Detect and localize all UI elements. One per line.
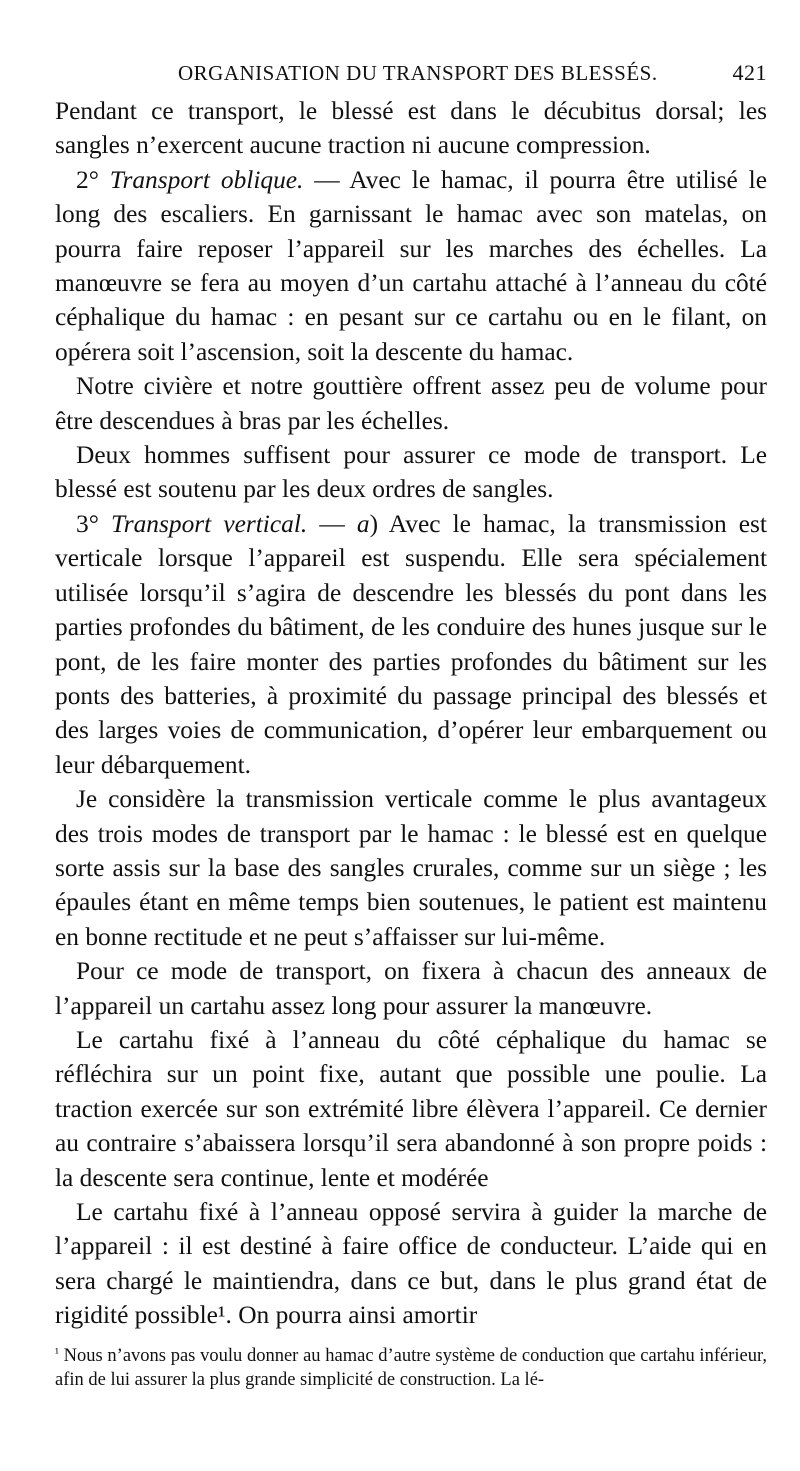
text-run: — Avec le hamac, il pourra être utilisé le long des escaliers. En garnissant le hamac avec son matelas, on pourra faire reposer l’appareil sur les marches des échelles. La manœuvre se fera au moyen d’un cartahu attaché à l’anneau du côté céphalique du hamac : en pesant sur ce cartahu ou en le filant, on opérera soit l’ascension, soit la descente du hamac.: [55, 165, 767, 366]
text-run: Notre civière et notre gouttière offrent assez peu de volume pour être descendues à bras par les échelles.: [55, 372, 767, 435]
text-run: 3°: [76, 509, 111, 538]
page-header: [55, 60, 767, 94]
paragraph: [55, 369, 767, 438]
paragraph: [55, 507, 767, 782]
running-title: ORGANISATION DU TRANSPORT DES BLESSÉS.: [178, 61, 658, 85]
text-run: Je considère la transmission verticale comme le plus avantageux des trois modes de transport par le hamac : le blessé est en quelque sorte assis sur la base des sangles crurales, comme sur un siège ; les épaules étant en même temps bien soutenues, le patient est maintenu en bonne rectitude et ne peut s’affaisser sur lui-même.: [55, 785, 767, 951]
footnote-marker: ¹: [55, 1344, 59, 1360]
text-run: Pour ce mode de transport, on fixera à chacun des anneaux de l’appareil un cartahu assez long pour assurer la manœuvre.: [55, 957, 767, 1020]
text-run: Pendant ce transport, le blessé est dans le décubitus dorsal; les sangles n’exercent aucune traction ni aucune compression.: [55, 97, 767, 160]
paragraph: [55, 163, 767, 369]
paragraph: [55, 94, 767, 163]
footnote: [55, 1341, 767, 1392]
footnote-text: Nous n’avons pas voulu donner au hamac d’autre système de conduction que cartahu inférieur, afin de lui assurer la plus grande simplicité de construction. La lé-: [55, 1345, 767, 1390]
paragraph: [55, 1195, 767, 1333]
body-text: [55, 94, 767, 1333]
text-run: 2°: [76, 165, 110, 194]
italic-text: Transport oblique.: [109, 165, 304, 194]
italic-text: a: [356, 509, 370, 538]
text-run: Le cartahu fixé à l’anneau opposé servira à guider la marche de l’appareil : il est destiné à faire office de conducteur. L’aide qui en sera chargé le maintiendra, dans ce but, dans le plus grand état de rigidité possible¹. On pourra ainsi amortir: [55, 1198, 767, 1330]
text-run: Deux hommes suffisent pour assurer ce mode de transport. Le blessé est soutenu par les deux ordres de sangles.: [55, 441, 767, 504]
text-run: ) Avec le hamac, la transmission est verticale lorsque l’appareil est suspendu. Elle sera spécialement utilisée lorsqu’il s’agira de descendre les blessés du pont dans les parties profondes du bâtiment, de les conduire des hunes jusque sur le pont, de les faire monter des parties profondes du bâtiment sur les ponts des batteries, à proximité du passage principal des blessés et des larges voies de communication, d’opérer leur embarquement ou leur débarquement.: [55, 509, 767, 779]
paragraph: [55, 782, 767, 954]
text-run: Le cartahu fixé à l’anneau du côté céphalique du hamac se réfléchira sur un point fixe, autant que possible une poulie. La traction exercée sur son extrémité libre élèvera l’appareil. Ce dernier au contraire s’abaissera lorsqu’il sera abandonné à son propre poids : la descente sera continue, lente et modérée: [55, 1025, 767, 1192]
italic-text: Transport vertical.: [111, 509, 308, 538]
paragraph: [55, 954, 767, 1023]
book-page: [55, 60, 767, 1392]
paragraph: [55, 438, 767, 507]
page-number: 421: [732, 60, 767, 85]
text-run: —: [307, 509, 357, 538]
paragraph: [55, 1023, 767, 1195]
